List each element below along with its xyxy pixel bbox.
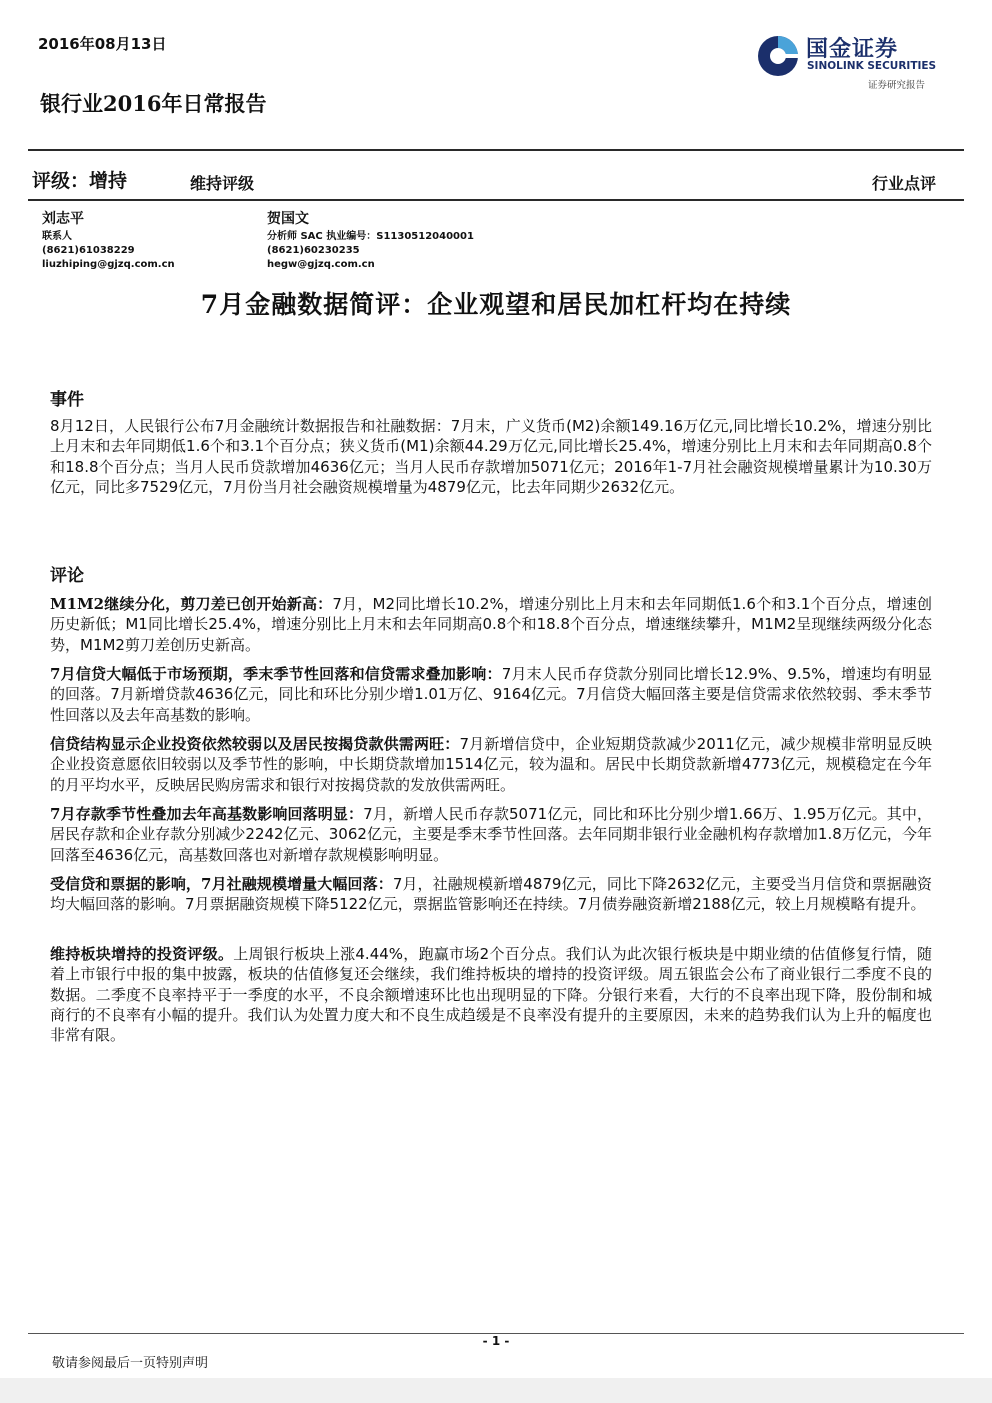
logo-english-name: SINOLINK SECURITIES bbox=[807, 60, 937, 72]
header-divider bbox=[28, 149, 964, 151]
comment-text: 7月，M2同比增长10.2%，增速分别比上月末和去年同期低1.6个和3.1个百分点，增速创历史新低；M1同比增长25.4%，增速分别比上月末和去年同期高0.8个和18.8个百分点，增速继续攀升，M1M2呈现继续两级分化态势，M1M2剪刀差创历史新高。 bbox=[50, 595, 932, 654]
comment-paragraph bbox=[50, 734, 932, 795]
analyst-role: 分析师 SAC 执业编号：S1130512040001 bbox=[267, 231, 474, 242]
comment-lead: 维持板块增持的投资评级。 bbox=[50, 945, 234, 963]
footer-disclaimer: 敬请参阅最后一页特别声明 bbox=[52, 1356, 209, 1371]
comment-text: 7月末人民币存贷款分别同比增长12.9%、9.5%，增速均有明显的回落。7月新增贷款4636亿元，同比和环比分别少增1.01万亿、9164亿元。7月信贷大幅回落主要是信贷需求依然较弱、季末季节性回落以及去年高基数的影响。 bbox=[50, 665, 932, 724]
rating-note: 维持评级 bbox=[190, 174, 255, 193]
comment-lead: 7月信贷大幅低于市场预期，季末季节性回落和信贷需求叠加影响： bbox=[50, 665, 502, 683]
rating-label: 评级：增持 bbox=[32, 170, 128, 192]
report-series-title: 银行业2016年日常报告 bbox=[40, 91, 267, 116]
analyst-phone: (8621)60230235 bbox=[267, 245, 360, 256]
comment-lead: M1M2继续分化，剪刀差已创开始新高： bbox=[50, 595, 333, 613]
comment-paragraph bbox=[50, 944, 932, 1045]
event-paragraph: 8月12日，人民银行公布7月金融统计数据报告和社融数据：7月末，广义货币(M2)余额149.16万亿元,同比增长10.2%，增速分别比上月末和去年同期低1.6个和3.1个百分点；狭义货币(M1)余额44.29万亿元,同比增长25.4%，增速分别比上月末和去年同期高0.8个和18.8个百分点；当月人民币贷款增加4636亿元；当月人民币存款增加5071亿元；2016年1-7月社会融资规模增量累计为10.30万亿元，同比多7529亿元，7月份当月社会融资规模增量为4879亿元，比去年同期少2632亿元。 bbox=[50, 417, 932, 496]
comment-text: 7月，社融规模新增4879亿元，同比下降2632亿元，主要受当月信贷和票据融资均大幅回落的影响。7月票据融资规模下降5122亿元，票据监管影响还在持续。7月债券融资新增2188亿元，较上月规模略有提升。 bbox=[50, 875, 932, 914]
page-bottom-band bbox=[0, 1378, 992, 1403]
event-section-title: 事件 bbox=[50, 390, 84, 410]
comment-section-title: 评论 bbox=[50, 566, 84, 586]
comment-paragraph bbox=[50, 804, 932, 865]
report-category: 行业点评 bbox=[871, 174, 936, 193]
logo-subtitle: 证券研究报告 bbox=[868, 80, 926, 91]
comment-lead: 7月存款季节性叠加去年高基数影响回落明显： bbox=[50, 805, 364, 823]
sinolink-logo-icon bbox=[756, 34, 800, 78]
page-number: - 1 - bbox=[482, 1334, 510, 1348]
comment-paragraph bbox=[50, 594, 932, 655]
analyst-email: liuzhiping@gjzq.com.cn bbox=[42, 259, 175, 270]
analyst-name: 刘志平 bbox=[42, 211, 84, 227]
comment-text: 7月，新增人民币存款5071亿元，同比和环比分别少增1.66万、1.95万亿元。其中，居民存款和企业存款分别减少2242亿元、3062亿元，主要是季末季节性回落。去年同期非银行业金融机构存款增加1.8万亿元，今年回落至4636亿元，高基数回落也对新增存款规模影响明显。 bbox=[50, 805, 932, 864]
analyst-role: 联系人 bbox=[42, 231, 72, 242]
comment-paragraph bbox=[50, 874, 932, 915]
comment-lead: 受信贷和票据的影响，7月社融规模增量大幅回落： bbox=[50, 875, 393, 893]
comment-paragraph bbox=[50, 664, 932, 725]
analyst-name: 贺国文 bbox=[267, 211, 309, 227]
sinolink-logo bbox=[756, 30, 946, 92]
report-headline: 7月金融数据简评：企业观望和居民加杠杆均在持续 bbox=[200, 290, 792, 319]
analyst-card bbox=[267, 208, 474, 272]
report-date: 2016年08月13日 bbox=[38, 35, 167, 53]
analyst-email: hegw@gjzq.com.cn bbox=[267, 259, 375, 270]
comment-lead: 信贷结构显示企业投资依然较弱以及居民按揭贷款供需两旺： bbox=[50, 735, 460, 753]
logo-chinese-name: 国金证券 bbox=[806, 37, 899, 62]
comment-text: 7月新增信贷中，企业短期贷款减少2011亿元，减少规模非常明显反映企业投资意愿依旧较弱以及季节性的影响，中长期贷款增加1514亿元，较为温和。居民中长期贷款新增4773亿元，规模稳定在今年的月平均水平，反映居民购房需求和银行对按揭贷款的发放供需两旺。 bbox=[50, 735, 932, 794]
analyst-card bbox=[42, 208, 175, 272]
analyst-phone: (8621)61038229 bbox=[42, 245, 135, 256]
rating-divider bbox=[28, 199, 964, 201]
comment-text: 上周银行板块上涨4.44%，跑赢市场2个百分点。我们认为此次银行板块是中期业绩的估值修复行情，随着上市银行中报的集中披露，板块的估值修复还会继续，我们维持板块的增持的投资评级。周五银监会公布了商业银行二季度不良的数据。二季度不良率持平于一季度的水平，不良余额增速环比也出现明显的下降。分银行来看，大行的不良率出现下降，股份制和城商行的不良率有小幅的提升。我们认为处置力度大和不良生成趋缓是不良率没有提升的主要原因，未来的趋势我们认为上升的幅度也非常有限。 bbox=[50, 945, 932, 1045]
